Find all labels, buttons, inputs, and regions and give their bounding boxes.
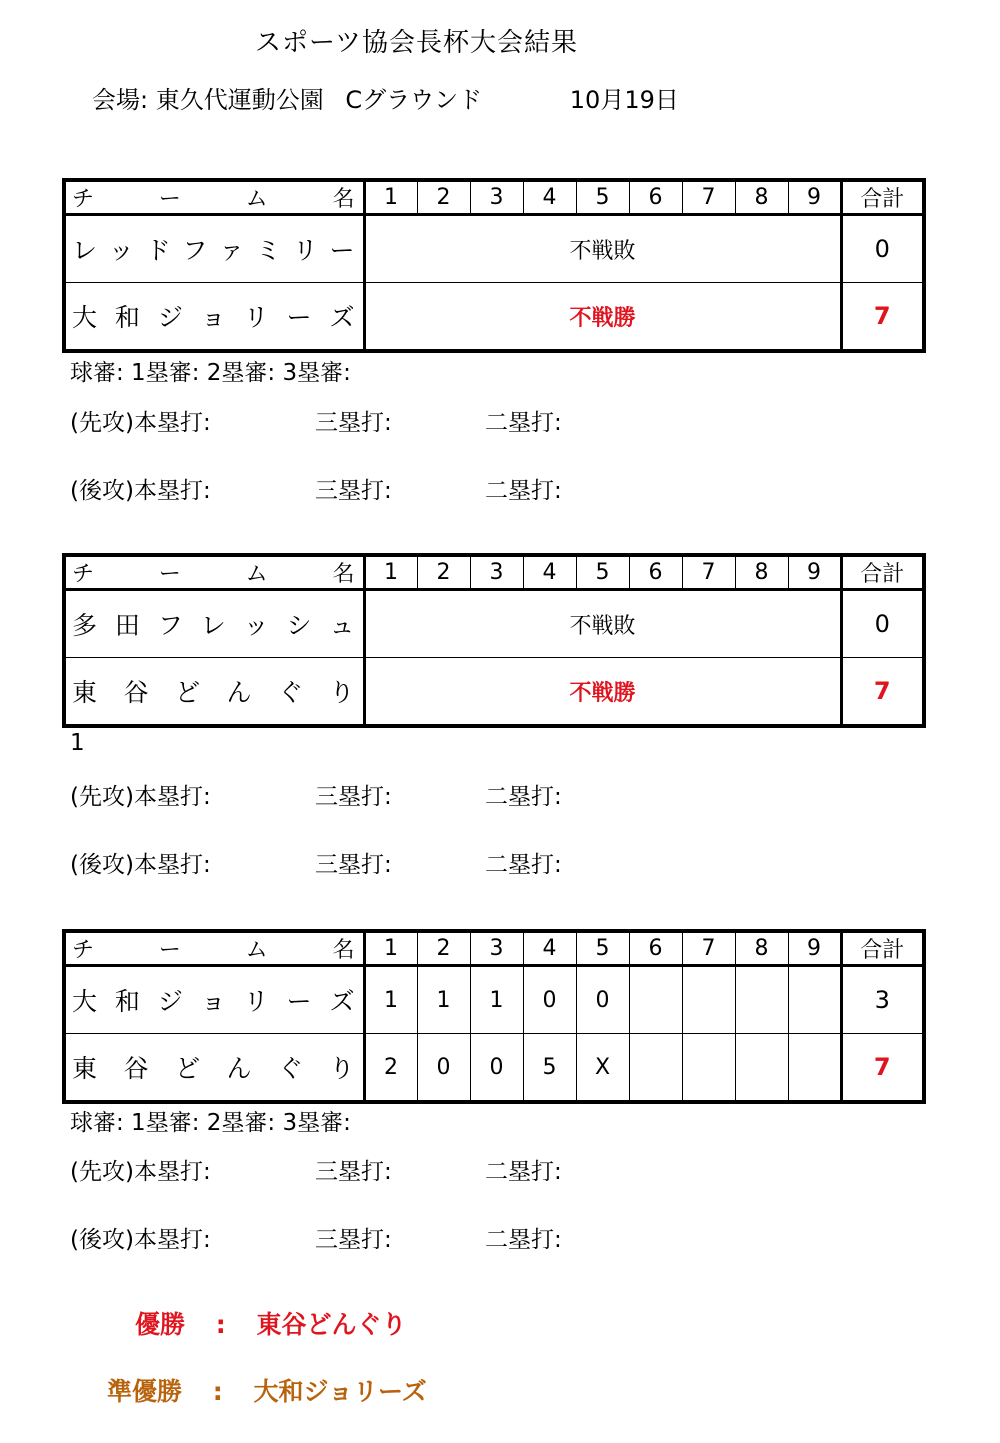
inning-header: 7	[682, 931, 735, 966]
inning-score	[735, 966, 788, 1034]
team-total: 3	[841, 966, 924, 1034]
venue-ground: Cグラウンド	[345, 86, 483, 114]
team-name: レ ッ ド フ ァ ミ リ ー	[64, 215, 364, 283]
team-row	[64, 215, 924, 283]
scoreboard-header	[64, 180, 924, 215]
hr-label: (先攻)本塁打:	[70, 410, 211, 436]
inning-header: 6	[629, 555, 682, 590]
triple-label: 三塁打:	[315, 1159, 392, 1185]
inning-header: 1	[364, 931, 417, 966]
scoreboard-game-1	[62, 178, 926, 353]
hits-second-line	[70, 1221, 562, 1254]
forfeit-result: 不戦敗	[364, 215, 841, 283]
inning-score: 2	[364, 1034, 417, 1103]
hr-label: (先攻)本塁打:	[70, 784, 211, 810]
inning-header: 7	[682, 555, 735, 590]
inning-header: 4	[523, 931, 576, 966]
total-header: 合計	[841, 555, 924, 590]
scoreboard-header	[64, 555, 924, 590]
triple-label: 三塁打:	[315, 1227, 392, 1253]
inning-header: 4	[523, 555, 576, 590]
team-name: 大 和 ジ ョ リ ー ズ	[64, 966, 364, 1034]
inning-score	[682, 1034, 735, 1103]
team-row	[64, 590, 924, 658]
team-total: 7	[841, 283, 924, 352]
forfeit-result: 不戦勝	[364, 283, 841, 352]
inning-header: 3	[470, 931, 523, 966]
double-label: 二塁打:	[485, 1159, 562, 1185]
inning-score: 5	[523, 1034, 576, 1103]
inning-header: 5	[576, 555, 629, 590]
inning-header: 8	[735, 555, 788, 590]
inning-header: 8	[735, 180, 788, 215]
inning-score: 0	[417, 1034, 470, 1103]
inning-header: 2	[417, 931, 470, 966]
inning-header: 6	[629, 931, 682, 966]
double-label: 二塁打:	[485, 852, 562, 878]
champion-label: 優勝	[135, 1310, 186, 1339]
inning-score	[629, 966, 682, 1034]
separator: :	[215, 1310, 226, 1339]
inning-header: 1	[364, 180, 417, 215]
double-label: 二塁打:	[485, 478, 562, 504]
inning-score: 1	[417, 966, 470, 1034]
hits-first-line	[70, 404, 562, 437]
hits-second-line	[70, 846, 562, 879]
triple-label: 三塁打:	[315, 410, 392, 436]
runner-up-label: 準優勝	[107, 1377, 183, 1406]
team-name-header: チ ー ム 名	[64, 180, 364, 215]
inning-score	[682, 966, 735, 1034]
team-row	[64, 283, 924, 352]
team-total: 0	[841, 590, 924, 658]
team-row	[64, 1034, 924, 1103]
inning-score: 1	[364, 966, 417, 1034]
umpires-line: 球審: 1塁審: 2塁審: 3塁審:	[70, 1110, 351, 1136]
note-line: 1	[70, 730, 85, 756]
inning-score	[629, 1034, 682, 1103]
runner-up-team: 大和ジョリーズ	[253, 1377, 427, 1406]
team-name-header: チ ー ム 名	[64, 931, 364, 966]
inning-header: 9	[788, 180, 841, 215]
hr-label: (後攻)本塁打:	[70, 478, 211, 504]
inning-header: 3	[470, 180, 523, 215]
team-row	[64, 658, 924, 727]
team-name: 東 谷 ど ん ぐ り	[64, 658, 364, 727]
inning-header: 1	[364, 555, 417, 590]
champion-team: 東谷どんぐり	[256, 1310, 407, 1339]
venue-label: 会場:	[92, 86, 149, 114]
champion-line	[135, 1305, 406, 1341]
inning-header: 4	[523, 180, 576, 215]
double-label: 二塁打:	[485, 784, 562, 810]
inning-header: 6	[629, 180, 682, 215]
inning-score: 1	[470, 966, 523, 1034]
inning-score: 0	[523, 966, 576, 1034]
inning-header: 2	[417, 555, 470, 590]
game-date: 10月19日	[569, 86, 679, 114]
team-row	[64, 966, 924, 1034]
team-total: 0	[841, 215, 924, 283]
team-total: 7	[841, 658, 924, 727]
venue-place: 東久代運動公園	[155, 86, 324, 114]
team-name-header: チ ー ム 名	[64, 555, 364, 590]
inning-score	[735, 1034, 788, 1103]
team-name: 東 谷 ど ん ぐ り	[64, 1034, 364, 1103]
inning-header: 5	[576, 180, 629, 215]
hr-label: (後攻)本塁打:	[70, 852, 211, 878]
scoreboard-game-3	[62, 929, 926, 1104]
inning-header: 7	[682, 180, 735, 215]
inning-score: 0	[470, 1034, 523, 1103]
hr-label: (先攻)本塁打:	[70, 1159, 211, 1185]
scoreboard-game-2	[62, 553, 926, 728]
team-name: 大 和 ジ ョ リ ー ズ	[64, 283, 364, 352]
inning-header: 9	[788, 931, 841, 966]
triple-label: 三塁打:	[315, 852, 392, 878]
scoreboard-header	[64, 931, 924, 966]
forfeit-result: 不戦敗	[364, 590, 841, 658]
total-header: 合計	[841, 931, 924, 966]
inning-header: 5	[576, 931, 629, 966]
umpires-line: 球審: 1塁審: 2塁審: 3塁審:	[70, 360, 351, 386]
inning-header: 8	[735, 931, 788, 966]
venue-line	[92, 80, 679, 115]
runner-up-line	[107, 1372, 427, 1408]
team-name: 多 田 フ レ ッ シ ュ	[64, 590, 364, 658]
hits-first-line	[70, 1153, 562, 1186]
inning-header: 3	[470, 555, 523, 590]
inning-score	[788, 966, 841, 1034]
double-label: 二塁打:	[485, 410, 562, 436]
forfeit-result: 不戦勝	[364, 658, 841, 727]
inning-header: 2	[417, 180, 470, 215]
double-label: 二塁打:	[485, 1227, 562, 1253]
inning-score: 0	[576, 966, 629, 1034]
hits-second-line	[70, 472, 562, 505]
inning-score: X	[576, 1034, 629, 1103]
total-header: 合計	[841, 180, 924, 215]
separator: :	[212, 1377, 223, 1406]
inning-score	[788, 1034, 841, 1103]
inning-header: 9	[788, 555, 841, 590]
triple-label: 三塁打:	[315, 478, 392, 504]
hr-label: (後攻)本塁打:	[70, 1227, 211, 1253]
triple-label: 三塁打:	[315, 784, 392, 810]
team-total: 7	[841, 1034, 924, 1103]
page-title: スポーツ協会長杯大会結果	[255, 28, 578, 58]
hits-first-line	[70, 778, 562, 811]
